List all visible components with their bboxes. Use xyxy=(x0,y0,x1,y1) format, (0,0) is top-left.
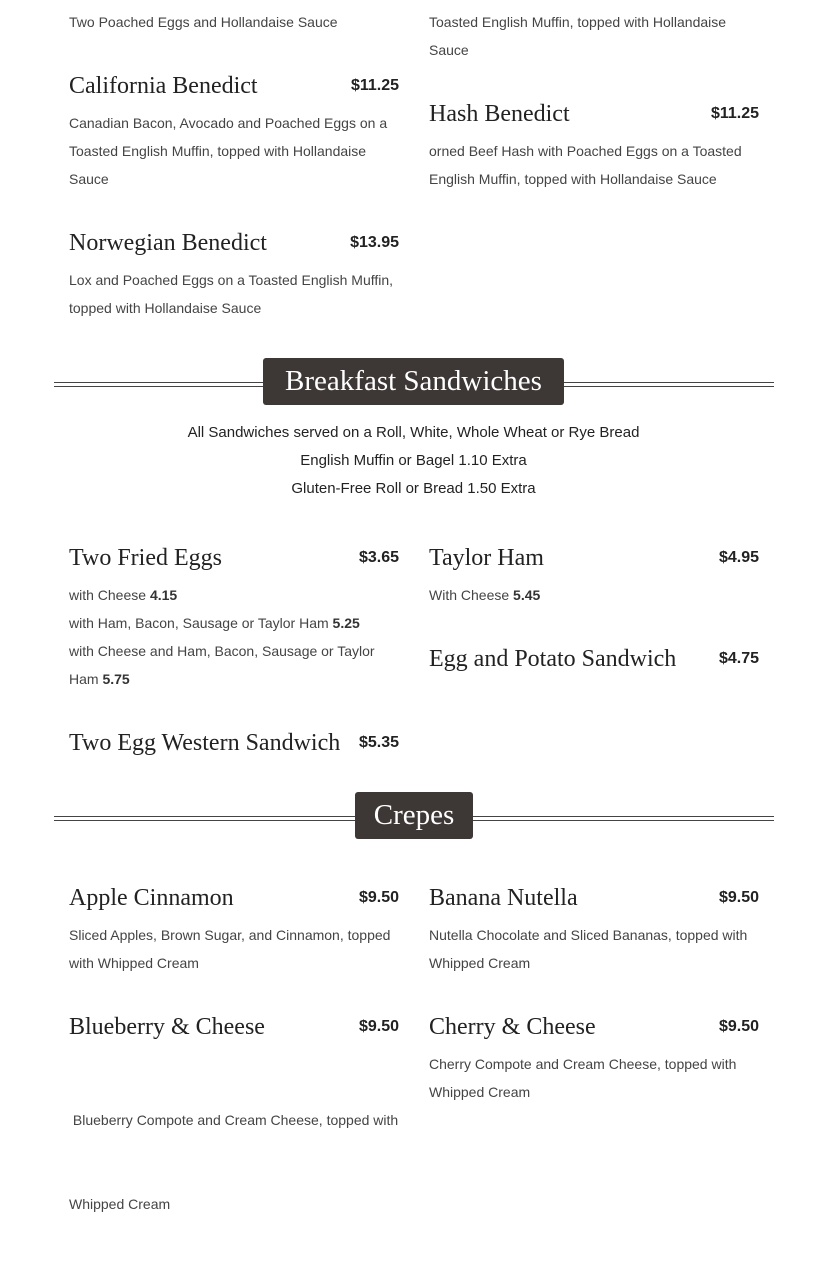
menu-item-price: $9.50 xyxy=(718,1018,759,1035)
menu-item-description: Sliced Apples, Brown Sugar, and Cinnamon, topped with Whipped Cream xyxy=(69,927,391,971)
menu-item-description: Blueberry Compote and Cream Cheese, topped with Whipped Cream xyxy=(69,1112,399,1212)
menu-item-price: $5.35 xyxy=(358,734,399,751)
section-header-crepes xyxy=(54,792,774,840)
menu-item-price: $11.25 xyxy=(350,77,399,94)
menu-item-description: Nutella Chocolate and Sliced Bananas, topped with Whipped Cream xyxy=(429,927,748,971)
menu-item-price: $4.95 xyxy=(718,549,759,566)
menu-option: with Cheese and Ham, Bacon, Sausage or Taylor Ham 5.75 xyxy=(69,643,375,687)
menu-item-options xyxy=(429,581,764,609)
menu-option: with Cheese 4.15 xyxy=(69,587,178,603)
section-title: Breakfast Sandwiches xyxy=(263,358,564,405)
section-header-breakfast-sandwiches xyxy=(54,358,774,406)
menu-item-name: Hash Benedict xyxy=(429,101,570,127)
menu-item-price: $4.75 xyxy=(718,650,759,667)
menu-item-price: $13.95 xyxy=(350,234,399,251)
menu-item-description: Two Poached Eggs and Hollandaise Sauce xyxy=(69,14,338,30)
menu-item-description: Cherry Compote and Cream Cheese, topped with Whipped Cream xyxy=(429,1056,737,1100)
menu-item-name: Two Egg Western Sandwich xyxy=(69,730,341,756)
menu-item-price: $9.50 xyxy=(358,889,399,906)
section-note: All Sandwiches served on a Roll, White, Whole Wheat or Rye Bread xyxy=(187,424,640,441)
menu-item-description: Lox and Poached Eggs on a Toasted English Muffin, topped with Hollandaise Sauce xyxy=(69,272,394,316)
menu-item-options xyxy=(69,581,404,693)
menu-item-price: $9.50 xyxy=(718,889,759,906)
menu-item-name: Banana Nutella xyxy=(429,885,578,911)
menu-item-name: Two Fried Eggs xyxy=(69,545,222,571)
menu-item-name: Apple Cinnamon xyxy=(69,885,234,911)
menu-item-name: Cherry & Cheese xyxy=(429,1014,596,1040)
menu-item-description: Toasted English Muffin, topped with Hollandaise Sauce xyxy=(429,14,727,58)
section-title: Crepes xyxy=(355,792,473,839)
menu-option: With Cheese 5.45 xyxy=(429,587,541,603)
section-note: English Muffin or Bagel 1.10 Extra xyxy=(300,452,527,469)
menu-item-name: Taylor Ham xyxy=(429,545,544,571)
menu-item-name: Egg and Potato Sandwich xyxy=(429,646,677,672)
menu-item-name: California Benedict xyxy=(69,73,258,99)
menu-item-name: Blueberry & Cheese xyxy=(69,1014,265,1040)
menu-item-name: Norwegian Benedict xyxy=(69,230,267,256)
menu-item-price: $11.25 xyxy=(710,105,759,122)
menu-item-description: orned Beef Hash with Poached Eggs on a Toasted English Muffin, topped with Hollandaise Sauce xyxy=(429,143,742,187)
menu-item-price: $3.65 xyxy=(358,549,399,566)
menu-option: with Ham, Bacon, Sausage or Taylor Ham 5.25 xyxy=(69,615,360,631)
menu-item-description: Canadian Bacon, Avocado and Poached Eggs on a Toasted English Muffin, topped with Hollandaise Sauce xyxy=(69,115,388,187)
menu-item-price: $9.50 xyxy=(358,1018,399,1035)
section-note: Gluten-Free Roll or Bread 1.50 Extra xyxy=(291,480,536,497)
